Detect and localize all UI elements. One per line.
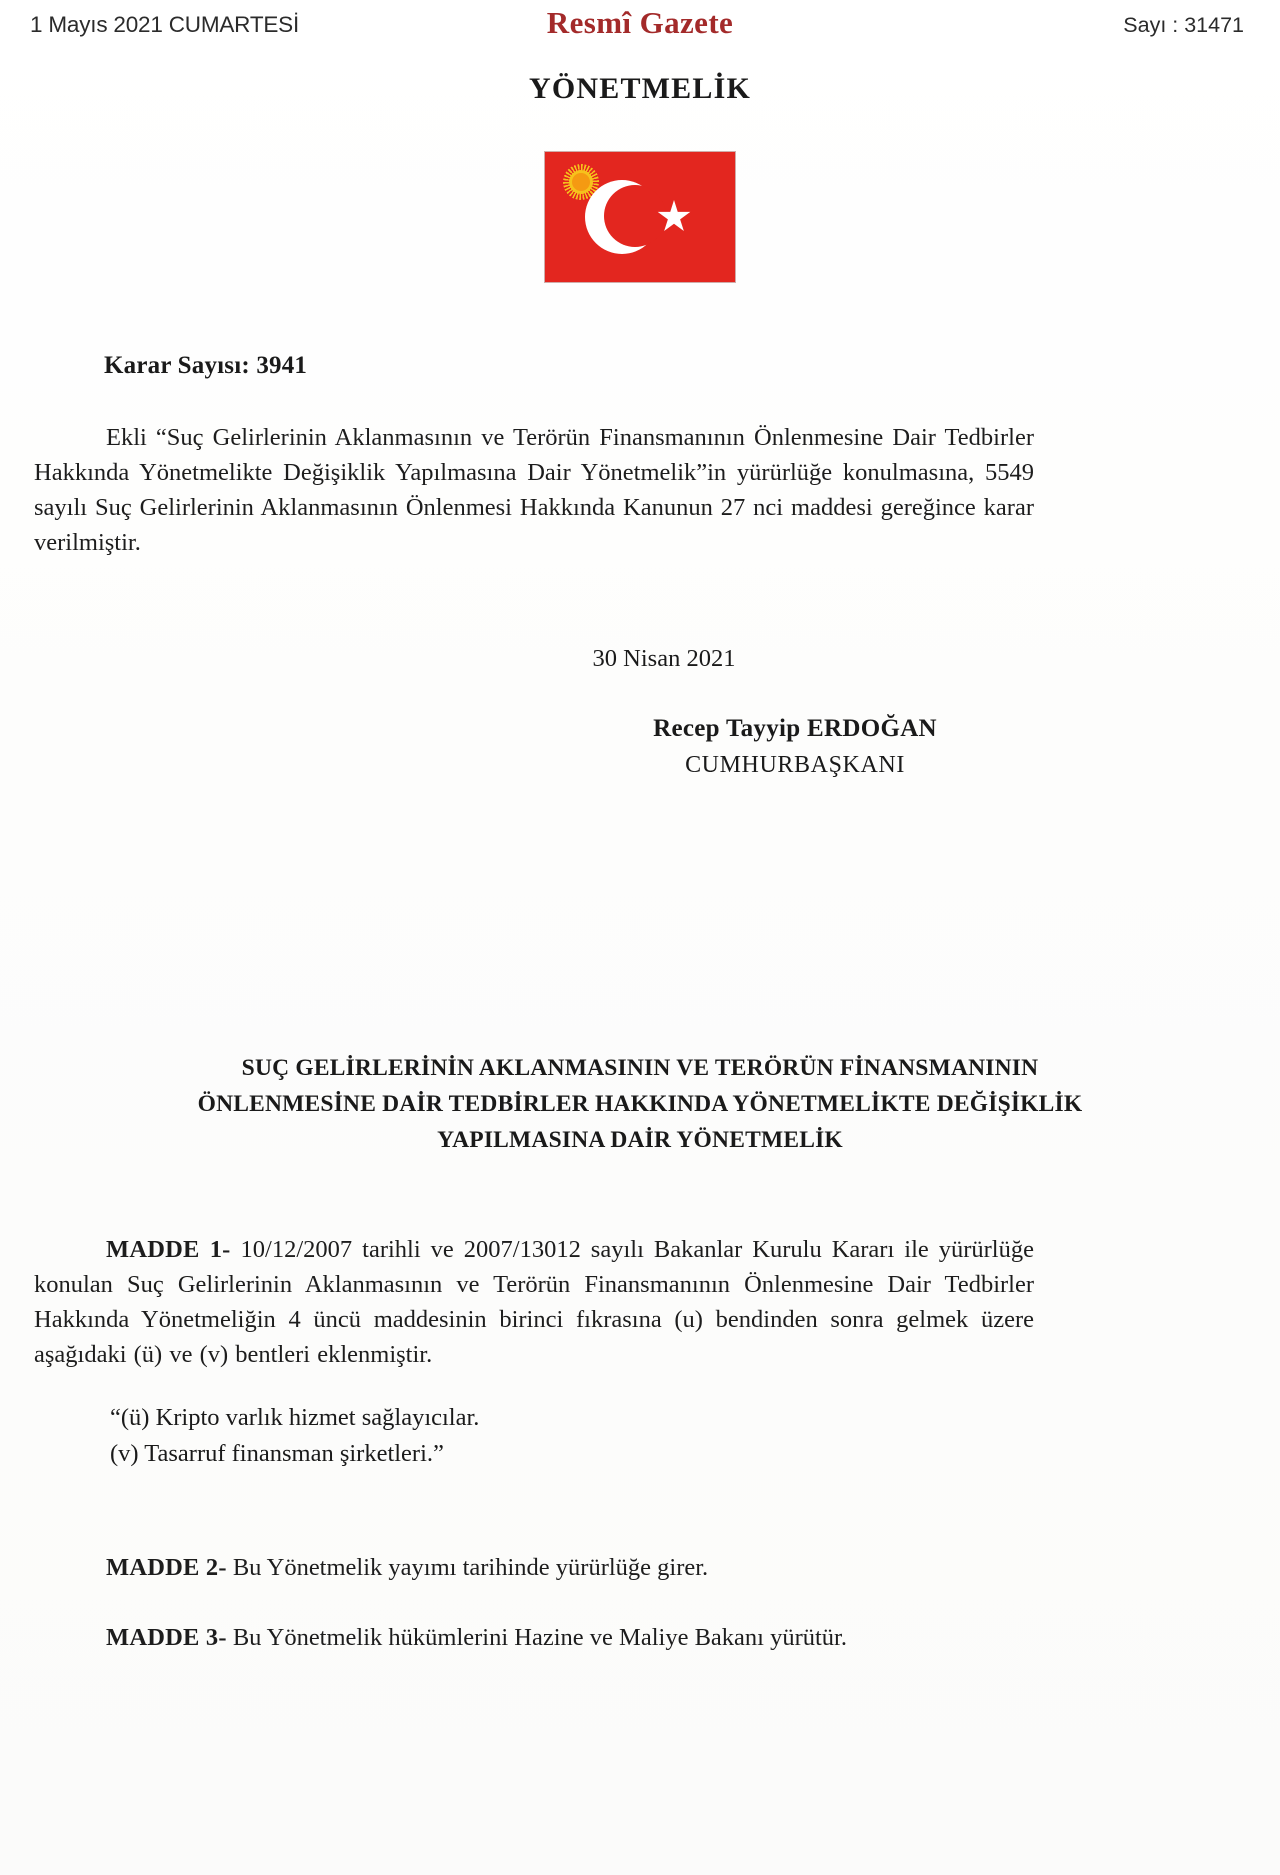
regulation-title-line-2: ÖNLENMESİNE DAİR TEDBİRLER HAKKINDA YÖNETMELİKTE DEĞİŞİKLİK bbox=[197, 1091, 1083, 1117]
article-3 bbox=[34, 1620, 1034, 1655]
regulation-title-line-3: YAPILMASINA DAİR YÖNETMELİK bbox=[437, 1127, 843, 1153]
gazette-title: Resmî Gazete bbox=[546, 5, 734, 40]
signatory-role: CUMHURBAŞKANI bbox=[685, 752, 905, 778]
decision-date: 30 Nisan 2021 bbox=[592, 645, 736, 672]
article-2-text: Bu Yönetmelik yayımı tarihinde yürürlüğe girer. bbox=[226, 1554, 709, 1581]
clause-u: “(ü) Kripto varlık hizmet sağlayıcılar. bbox=[110, 1404, 480, 1431]
sun-disc bbox=[572, 173, 590, 191]
article-1 bbox=[34, 1232, 1034, 1372]
signatory-name: Recep Tayyip ERDOĞAN bbox=[653, 715, 937, 742]
regulation-title-line-1: SUÇ GELİRLERİNİN AKLANMASININ VE TERÖRÜN FİNANSMANININ bbox=[241, 1055, 1039, 1081]
masthead bbox=[0, 0, 1280, 56]
inserted-clauses bbox=[110, 1400, 1010, 1472]
document-type-heading: YÖNETMELİK bbox=[528, 72, 752, 105]
decision-body-paragraph: Ekli “Suç Gelirlerinin Aklanmasının ve Terörün Finansmanının Önlenmesine Dair Tedbirler Hakkında Yönetmelikte Değişiklik Yapılmasına Dair Yönetmelik”in yürürlüğe konulmasına, 5549 sayılı Suç Gelirlerinin Aklanmasının Önlenmesi Hakkında Kanunun 27 nci maddesi gereğince karar verilmiştir. bbox=[34, 424, 1034, 556]
clause-v: (v) Tasarruf finansman şirketleri.” bbox=[110, 1440, 444, 1467]
decision-number: Karar Sayısı: 3941 bbox=[104, 352, 308, 379]
flag-container bbox=[0, 152, 1280, 282]
signature-block bbox=[0, 715, 1280, 779]
article-3-text: Bu Yönetmelik hükümlerini Hazine ve Maliye Bakanı yürütür. bbox=[226, 1624, 847, 1651]
article-1-text: 10/12/2007 tarihli ve 2007/13012 sayılı Bakanlar Kurulu Kararı ile yürürlüğe konulan Suç Gelirlerinin Aklanmasının ve Terörün Finansmanının Önlenmesine Dair Tedbirler Hakkında Yönetmeliğin 4 üncü maddesinin birinci fıkrasına (u) bendinden sonra gelmek üzere aşağıdaki (ü) ve (v) bentleri eklenmiştir. bbox=[34, 1236, 1034, 1368]
regulation-title bbox=[40, 1050, 1240, 1158]
publication-date: 1 Mayıs 2021 CUMARTESİ bbox=[30, 12, 300, 37]
crescent-cutout bbox=[604, 185, 666, 247]
article-2 bbox=[34, 1550, 1034, 1585]
article-1-label: MADDE 1- bbox=[106, 1236, 231, 1263]
article-2-label: MADDE 2- bbox=[106, 1554, 227, 1581]
article-3-label: MADDE 3- bbox=[106, 1624, 227, 1651]
issue-number: Sayı : 31471 bbox=[1123, 13, 1244, 37]
turkish-flag-icon bbox=[545, 152, 735, 282]
